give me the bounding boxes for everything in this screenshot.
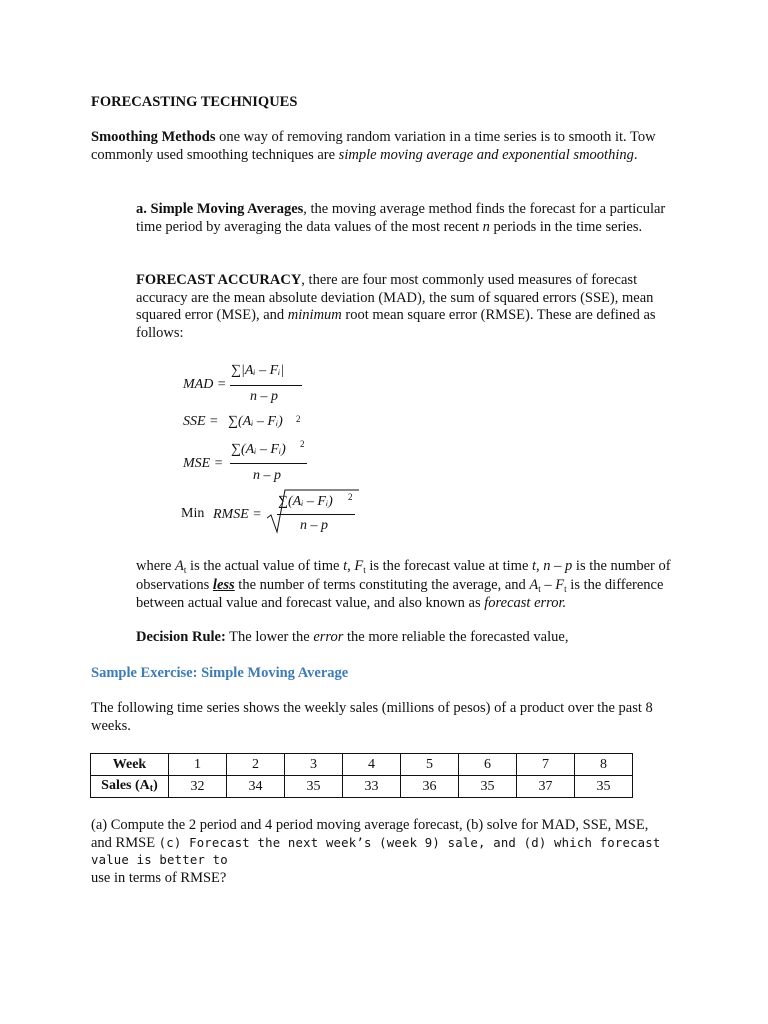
table-cell: 2 [227, 754, 285, 776]
decision-rule-paragraph: Decision Rule: The lower the error the more reliable the forecasted value, [136, 629, 569, 645]
table-cell: 7 [517, 754, 575, 776]
table-cell: 4 [343, 754, 401, 776]
header-sales: Sales (At) [91, 776, 169, 798]
table-cell: 37 [517, 776, 575, 798]
table-cell: 6 [459, 754, 517, 776]
table-cell: 35 [285, 776, 343, 798]
exercise-question: (a) Compute the 2 period and 4 period moving average forecast, (b) solve for MAD, SSE, MSE, and RMSE (c) Forecast the next week’s (week 9) sale, and (d) which forecast value is better to use in terms of RMSE? [91, 817, 661, 886]
sma-paragraph: a. Simple Moving Averages, the moving average method finds the forecast for a particular time period by averaging the data values of the most recent n periods in the time series. [136, 201, 666, 235]
table-cell: 5 [401, 754, 459, 776]
where-paragraph: where $A_t$ is the actual value of time t, $F_t$ is the forecast value at time t, n – p is the number of observations less the number of terms constituting the average, and $A_t - F_t$ is the difference between actual value and forecast value, and also known as forecast error. [136, 558, 671, 611]
table-cell: 36 [401, 776, 459, 798]
page-title: FORECASTING TECHNIQUES [91, 94, 298, 110]
table-cell: 35 [459, 776, 517, 798]
exercise-intro: The following time series shows the weekly sales (millions of pesos) of a product over the past 8 weeks. [91, 700, 653, 734]
table-cell: 32 [169, 776, 227, 798]
sales-table [90, 753, 633, 798]
forecast-accuracy-paragraph: FORECAST ACCURACY, there are four most commonly used measures of forecast accuracy are the mean absolute deviation (MAD), the sum of squared errors (SSE), mean squared error (MSE), and minimum root mean square error (RMSE). These are defined as follows: [136, 272, 656, 341]
formula-sse: SSE = ∑(Aᵢ – Fᵢ) $_2$ [183, 414, 301, 429]
smoothing-paragraph: Smoothing Methods one way of removing random variation in a time series is to smooth it. Tow commonly used smoothing techniques are simple moving average and exponential smoothing. [91, 129, 656, 163]
header-week: Week [91, 754, 169, 776]
table-cell: 34 [227, 776, 285, 798]
table-cell: 33 [343, 776, 401, 798]
table-cell: 1 [169, 754, 227, 776]
sma-heading: a. Simple Moving Averages [136, 201, 304, 217]
smoothing-heading: Smoothing Methods [91, 129, 216, 145]
table-row-week [91, 754, 633, 776]
forecast-accuracy-heading: FORECAST ACCURACY [136, 272, 302, 288]
decision-rule-heading: Decision Rule: [136, 629, 226, 645]
table-cell: 8 [575, 754, 633, 776]
table-row-sales [91, 776, 633, 798]
table-cell: 35 [575, 776, 633, 798]
table-cell: 3 [285, 754, 343, 776]
sample-exercise-heading: Sample Exercise: Simple Moving Average [91, 665, 349, 681]
document-page: FORECASTING TECHNIQUES Smoothing Methods one way of removing random variation in a time series is to smooth it. Tow commonly used smoothing techniques are simple moving average and exponential smoothing. a. Simple Moving Averages, the moving average method finds the forecast for a particular time period by averaging the data values of the most recent n periods in the time series. FORECAST ACCURACY, there are four most commonly used measures of forecast accuracy are the mean absolute deviation (MAD), the sum of squared errors (SSE), mean squared error (MSE), and minimum root mean square error (RMSE). These are defined as follows: MAD = ∑|Aᵢ – Fᵢ| n – p SSE = ∑(Aᵢ – Fᵢ) $_2$ MSE = ∑(Aᵢ – Fᵢ) 2 n – p Min RMSE = ∑(Aᵢ – Fᵢ) 2 n – p where $A_t$ is the actual value of time t, $F_t$ is the forecast value at time t, n – p is the number of observations less the number of terms constituting the average, and $A_t - F_t$ is the difference between actual value and forecast value, and also known as forecast error. Decision Rule: The lower the error the more reliable the forecasted value, Sample Exercise: Simple Moving Average The following time series shows the weekly sales (millions of pesos) of a product over the past 8 weeks. Week 1 2 3 4 5 6 7 8 Sales (At) 32 34 35 33 36 35 37 35 (a) Compute the 2 period and 4 period moving average forecast, (b) solve for MAD, SSE, MSE, and RMSE (c) Forecast the next week’s (week 9) sale, and (d) which forecast value is better to use in terms of RMSE? [0, 0, 768, 1024]
